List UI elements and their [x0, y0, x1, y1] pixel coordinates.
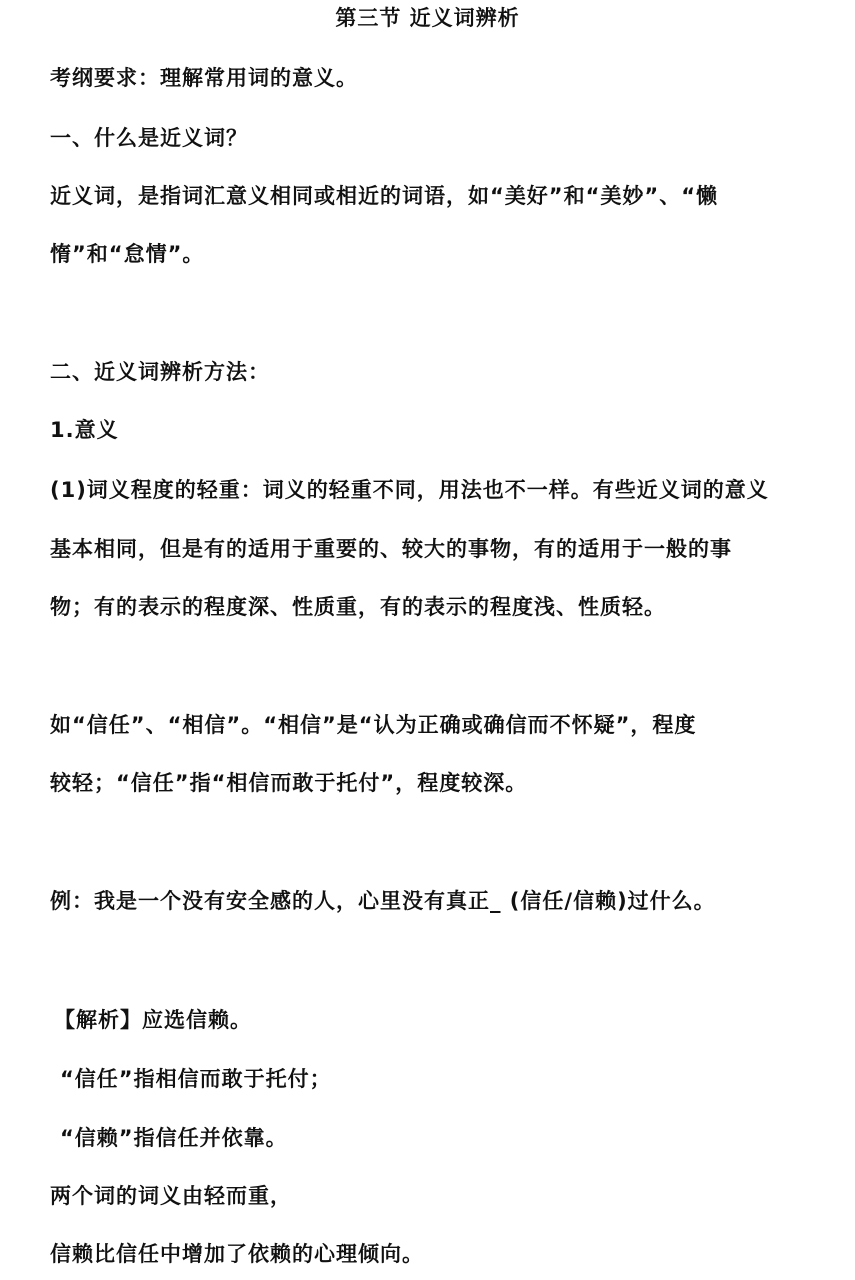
example-words-line-1: 如“信任”、“相信”。“相信”是“认为正确或确信而不怀疑”，程度: [50, 713, 697, 737]
section-two-heading: 二、近义词辨析方法：: [50, 360, 270, 384]
section-one-heading: 一、什么是近义词？: [50, 126, 248, 150]
example-sentence: 例：我是一个没有安全感的人，心里没有真正_ (信任/信赖)过什么。: [50, 889, 716, 913]
syllabus-requirement: 考纲要求：理解常用词的意义。: [50, 66, 358, 90]
analysis-line-5: 信赖比信任中增加了依赖的心理倾向。: [50, 1242, 424, 1266]
analysis-line-3: “信赖”指信任并依靠。: [60, 1126, 288, 1150]
subsection-meaning: 1.意义: [50, 418, 119, 442]
degree-paragraph-line-3: 物；有的表示的程度深、性质重，有的表示的程度浅、性质轻。: [50, 595, 666, 619]
definition-line-1: 近义词，是指词汇意义相同或相近的词语，如“美好”和“美妙”、“懒: [50, 184, 719, 208]
example-words-line-2: 较轻；“信任”指“相信而敢于托付”，程度较深。: [50, 771, 528, 795]
analysis-line-1: 【解析】应选信赖。: [54, 1008, 252, 1032]
degree-paragraph-line-1: (1)词义程度的轻重：词义的轻重不同，用法也不一样。有些近义词的意义: [50, 478, 769, 502]
degree-paragraph-line-2: 基本相同，但是有的适用于重要的、较大的事物，有的适用于一般的事: [50, 537, 732, 561]
definition-line-2: 惰”和“怠情”。: [50, 242, 205, 266]
analysis-line-2: “信任”指相信而敢于托付；: [60, 1067, 332, 1091]
page-title: 第三节 近义词辨析: [335, 6, 520, 30]
analysis-line-4: 两个词的词义由轻而重，: [50, 1184, 292, 1208]
